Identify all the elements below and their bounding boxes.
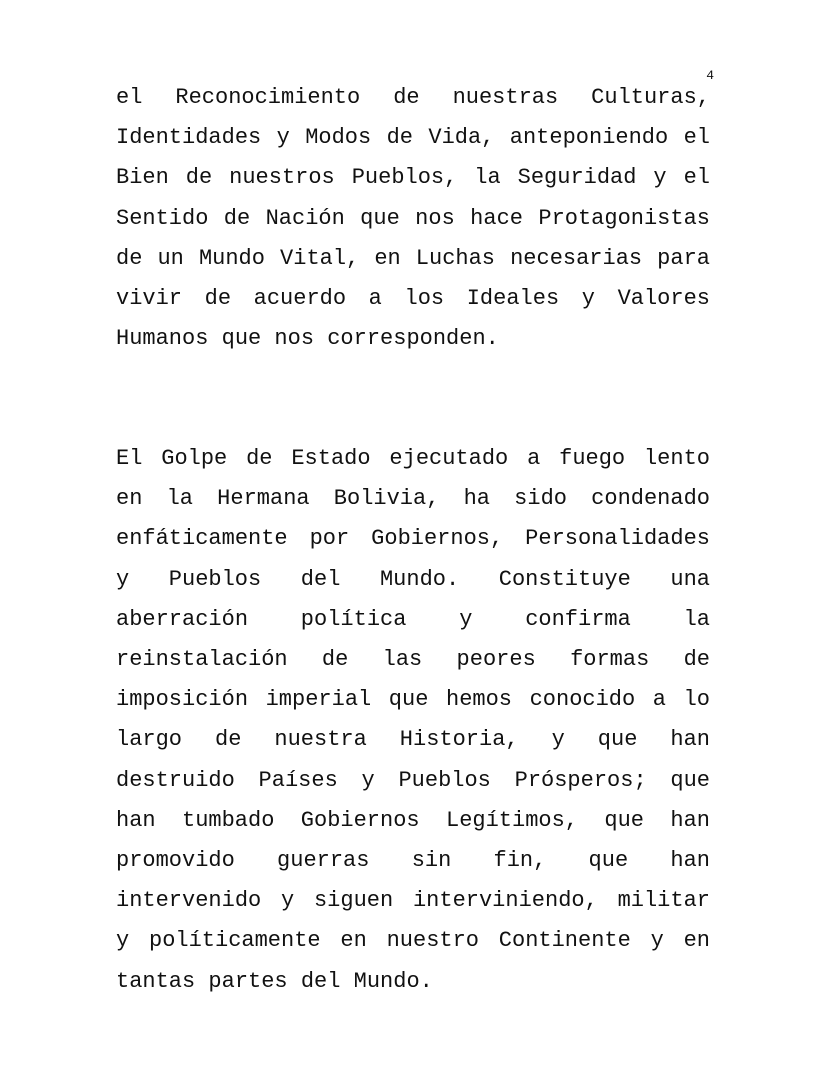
body-paragraph-1: el Reconocimiento de nuestras Culturas, Identidades y Modos de Vida, anteponiendo el Bien de nuestros Pueblos, la Seguridad y el Sentido de Nación que nos hace Protagonistas de un Mundo Vital, en Luchas necesarias para vivir de acuerdo a los Ideales y Valores Humanos que nos corresponden.	[116, 85, 710, 352]
page-number: 4	[706, 68, 714, 83]
body-paragraph-2: El Golpe de Estado ejecutado a fuego lento en la Hermana Bolivia, ha sido condenado enfáticamente por Gobiernos, Personalidades y Pueblos del Mundo. Constituye una aberración política y confirma la reinstalación de las peores formas de imposición imperial que hemos conocido a lo largo de nuestra Historia, y que han destruido Países y Pueblos Prósperos; que han tumbado Gobiernos Legítimos, que han promovido guerras sin fin, que han intervenido y siguen interviniendo, militar y políticamente en nuestro Continente y en tantas partes del Mundo.	[116, 446, 710, 994]
